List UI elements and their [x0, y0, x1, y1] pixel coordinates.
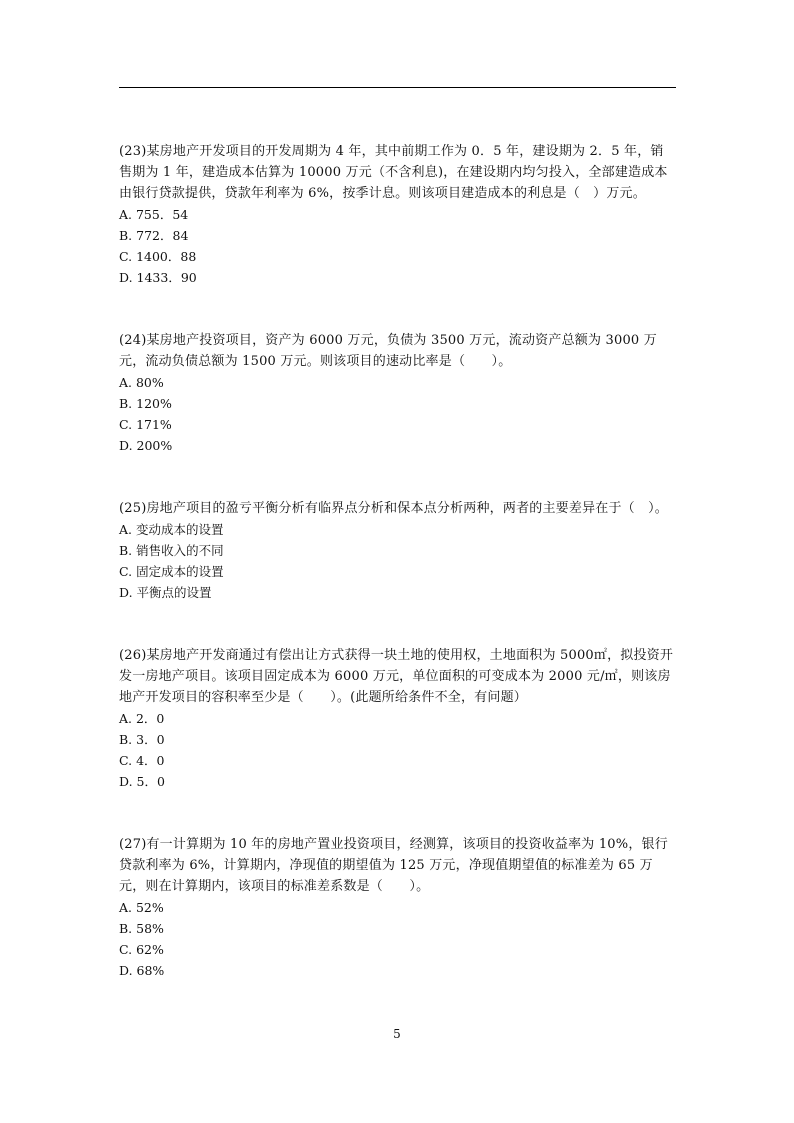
question-stem: (27)有一计算期为 10 年的房地产置业投资项目，经测算，该项目的投资收益率为 10%，银行贷款利率为 6%，计算期内，净现值的期望值为 125 万元，净现值期望值的标准差为 65 万元，则在计算期内，该项目的标准差系数是（ ）。	[119, 837, 668, 894]
option-list	[119, 204, 676, 288]
option-list	[119, 372, 676, 456]
option-c: C. 4．0	[119, 753, 165, 768]
option-d: D. 68%	[119, 963, 165, 978]
question-24	[119, 330, 676, 456]
question-25	[119, 498, 676, 603]
option-b: B. 772．84	[119, 228, 189, 243]
question-stem: (25)房地产项目的盈亏平衡分析有临界点分析和保本点分析两种，两者的主要差异在于（ ）。	[119, 501, 668, 516]
option-list	[119, 708, 676, 792]
option-c: C. 固定成本的设置	[119, 564, 224, 579]
option-a: A. 2．0	[119, 711, 165, 726]
question-23	[119, 141, 676, 288]
question-stem: (23)某房地产开发项目的开发周期为 4 年，其中前期工作为 0．5 年，建设期为 2．5 年，销售期为 1 年，建造成本估算为 10000 万元（不含利息)，在建设期内均匀投入，全部建造成本由银行贷款提供，贷款年利率为 6%，按季计息。则该项目建造成本的利息是（ ）万元。	[119, 144, 668, 201]
option-d: D. 5．0	[119, 774, 165, 789]
option-a: A. 52%	[119, 900, 164, 915]
option-c: C. 171%	[119, 417, 172, 432]
option-a: A. 755．54	[119, 207, 189, 222]
question-26	[119, 645, 676, 792]
option-b: B. 3．0	[119, 732, 165, 747]
question-stem: (26)某房地产开发商通过有偿出让方式获得一块土地的使用权，土地面积为 5000㎡，拟投资开发一房地产项目。该项目固定成本为 6000 万元，单位面积的可变成本为 2000 元/㎡，则该房地产开发项目的容积率至少是（ ）。(此题所给条件不全，有问题）	[119, 648, 674, 705]
option-c: C. 1400．88	[119, 249, 197, 264]
option-b: B. 销售收入的不同	[119, 543, 224, 558]
option-d: D. 1433．90	[119, 270, 197, 285]
page-number: 5	[393, 1027, 401, 1041]
question-27	[119, 834, 676, 981]
header-rule	[119, 87, 676, 88]
option-a: A. 80%	[119, 375, 164, 390]
option-list	[119, 519, 676, 603]
option-d: D. 平衡点的设置	[119, 585, 212, 600]
option-b: B. 120%	[119, 396, 172, 411]
option-list	[119, 897, 676, 981]
option-d: D. 200%	[119, 438, 173, 453]
option-c: C. 62%	[119, 942, 164, 957]
question-stem: (24)某房地产投资项目，资产为 6000 万元，负债为 3500 万元，流动资产总额为 3000 万元，流动负债总额为 1500 万元。则该项目的速动比率是（ ）。	[119, 333, 657, 369]
option-b: B. 58%	[119, 921, 164, 936]
question-list	[119, 141, 676, 1023]
option-a: A. 变动成本的设置	[119, 522, 224, 537]
